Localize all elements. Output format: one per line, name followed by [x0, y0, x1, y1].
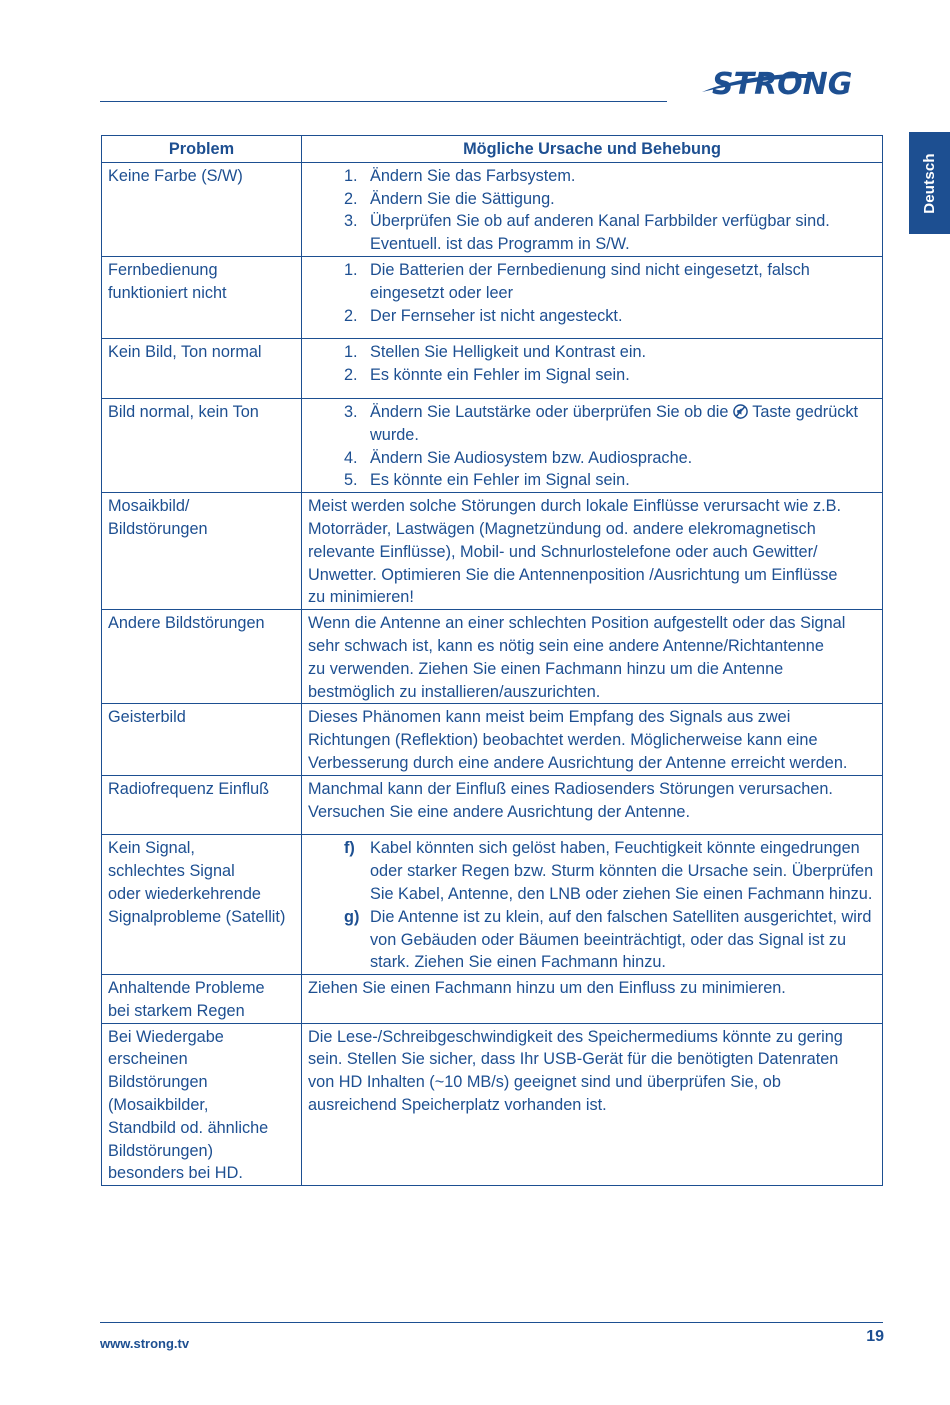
list-item — [344, 210, 876, 256]
problem-cell: Anhaltende Probleme bei starkem Regen — [102, 975, 302, 1024]
problem-cell: Mosaikbild/ Bildstörungen — [102, 493, 302, 610]
item-number: 3. — [344, 212, 358, 231]
problem-cell: Fernbedienung funktioniert nicht — [102, 256, 302, 338]
table-row — [102, 975, 883, 1024]
problem-cell: Radiofrequenz Einfluß — [102, 775, 302, 835]
list-item — [344, 447, 876, 470]
table-row — [102, 339, 883, 399]
list-item — [344, 341, 876, 364]
item-number: 1. — [344, 343, 358, 362]
list-item — [344, 165, 876, 188]
item-number: 2. — [344, 306, 358, 325]
list-item — [344, 469, 876, 492]
table-row — [102, 704, 883, 775]
header-rule — [100, 101, 667, 102]
problem-cell: Kein Bild, Ton normal — [102, 339, 302, 399]
table-row — [102, 1023, 883, 1186]
mute-icon — [733, 403, 748, 418]
solution-cell — [302, 162, 883, 256]
solution-list — [308, 165, 876, 256]
item-number: 4. — [344, 448, 358, 467]
strong-logo — [700, 62, 885, 102]
solution-cell — [302, 775, 883, 835]
list-item — [344, 906, 876, 974]
problem-cell: Bild normal, kein Ton — [102, 398, 302, 492]
item-number: 1. — [344, 260, 358, 279]
table-row — [102, 398, 883, 492]
problem-cell: Kein Signal, schlechtes Signal oder wiederkehrende Signalprobleme (Satellit) — [102, 835, 302, 975]
solution-text: Wenn die Antenne an einer schlechten Position aufgestellt oder das Signal sehr schwach ist, kann es nötig sein eine andere Antenne/Richtantenne zu verwenden. Ziehen Sie einen Fachmann hinzu um die Antenne bestmöglich zu installieren/auszurichten. — [308, 614, 846, 701]
solution-cell — [302, 835, 883, 975]
item-number: 1. — [344, 166, 358, 185]
item-text: Kabel könnten sich gelöst haben, Feuchtigkeit könnte eingedrungen oder starker Regen bzw. Sturm könnten die Ursache sein. Überprüfen Sie Kabel, Antenne, den LNB oder ziehen Sie einen Fachmann hinzu. — [370, 839, 874, 903]
item-text: Überprüfen Sie ob auf anderen Kanal Farbbilder verfügbar sind. Eventuell. ist das Programm in S/W. — [370, 212, 830, 254]
item-number: 3. — [344, 402, 358, 421]
item-text: Es könnte ein Fehler im Signal sein. — [370, 471, 630, 490]
list-item — [344, 305, 876, 328]
item-text: Die Batterien der Fernbedienung sind nicht eingesetzt, falsch eingesetzt oder leer — [370, 260, 810, 302]
list-item — [344, 364, 876, 387]
solution-text: Manchmal kann der Einfluß eines Radiosenders Störungen verursachen. Versuchen Sie eine andere Ausrichtung der Antenne. — [308, 779, 833, 821]
problem-cell: Andere Bildstörungen — [102, 610, 302, 704]
problem-cell: Keine Farbe (S/W) — [102, 162, 302, 256]
list-item — [344, 188, 876, 211]
list-item — [344, 837, 876, 905]
solution-cell — [302, 339, 883, 399]
problem-cell: Geisterbild — [102, 704, 302, 775]
table-header-row — [102, 136, 883, 163]
solution-cell — [302, 493, 883, 610]
solution-list — [308, 837, 876, 974]
solution-cell — [302, 1023, 883, 1186]
solution-cell — [302, 704, 883, 775]
table-row — [102, 162, 883, 256]
solution-text: Dieses Phänomen kann meist beim Empfang des Signals aus zwei Richtungen (Reflektion) beobachtet werden. Möglicherweise kann eine Verbesserung durch eine andere Ausrichtung der Antenne erreicht werden. — [308, 708, 848, 772]
table-row — [102, 835, 883, 975]
item-text: Ändern Sie Lautstärke oder überprüfen Sie ob die — [370, 402, 729, 421]
troubleshooting-table — [101, 135, 883, 1186]
footer-url: www.strong.tv — [100, 1336, 190, 1351]
item-text: Stellen Sie Helligkeit und Kontrast ein. — [370, 343, 647, 362]
solution-text: Die Lese-/Schreibgeschwindigkeit des Speichermediums könnte zu gering sein. Stellen Sie sicher, dass Ihr USB-Gerät für die benötigten Datenraten von HD Inhalten (~10 MB/s) geeignet sind und überprüfen Sie, ob ausreichend Speicherplatz vorhanden ist. — [308, 1027, 843, 1115]
footer-rule — [100, 1322, 883, 1323]
language-tab-label: Deutsch — [921, 152, 938, 214]
item-number: 2. — [344, 366, 358, 385]
solution-text: Ziehen Sie einen Fachmann hinzu um den Einfluss zu minimieren. — [308, 979, 786, 998]
table-row — [102, 256, 883, 338]
item-number: g) — [344, 907, 360, 926]
solution-cell — [302, 975, 883, 1024]
item-text: Es könnte ein Fehler im Signal sein. — [370, 366, 630, 385]
table-row — [102, 775, 883, 835]
solution-list — [308, 259, 876, 327]
logo-text: STRONG — [712, 67, 853, 102]
solution-list — [308, 341, 876, 387]
item-number: f) — [344, 839, 355, 858]
table-row — [102, 493, 883, 610]
item-text-cont: Taste gedrückt wurde. — [370, 402, 859, 444]
header-problem: Problem — [102, 136, 302, 163]
item-number: 2. — [344, 189, 358, 208]
solution-list — [308, 401, 876, 492]
header-solution: Mögliche Ursache und Behebung — [302, 136, 883, 163]
solution-cell — [302, 256, 883, 338]
list-item — [344, 259, 876, 305]
problem-cell: Bei Wiedergabe erscheinen Bildstörungen (Mosaikbilder, Standbild od. ähnliche Bildstörungen) besonders bei HD. — [102, 1023, 302, 1186]
language-tab — [909, 132, 950, 234]
page-number: 19 — [866, 1328, 884, 1345]
solution-cell — [302, 398, 883, 492]
item-text: Ändern Sie die Sättigung. — [370, 189, 555, 208]
item-text: Der Fernseher ist nicht angesteckt. — [370, 306, 623, 325]
table-row — [102, 610, 883, 704]
item-text: Die Antenne ist zu klein, auf den falschen Satelliten ausgerichtet, wird von Gebäuden oder Bäumen beeinträchtigt, oder das Signal ist zu stark. Ziehen Sie einen Fachmann hinzu. — [370, 907, 872, 972]
item-text: Ändern Sie das Farbsystem. — [370, 166, 576, 185]
solution-text: Meist werden solche Störungen durch lokale Einflüsse verursacht wie z.B. Motorräder, Lastwägen (Magnetzündung od. andere elekromagnetisch relevante Einflüsse), Mobil- und Schnurlostelefone oder auch Gewitter/ Unwetter. Optimieren Sie die Antennenposition /Ausrichtung um Einflüsse zu minimieren! — [308, 497, 842, 607]
list-item — [344, 401, 876, 447]
item-text: Ändern Sie Audiosystem bzw. Audiosprache. — [370, 448, 693, 467]
solution-cell — [302, 610, 883, 704]
item-number: 5. — [344, 471, 358, 490]
